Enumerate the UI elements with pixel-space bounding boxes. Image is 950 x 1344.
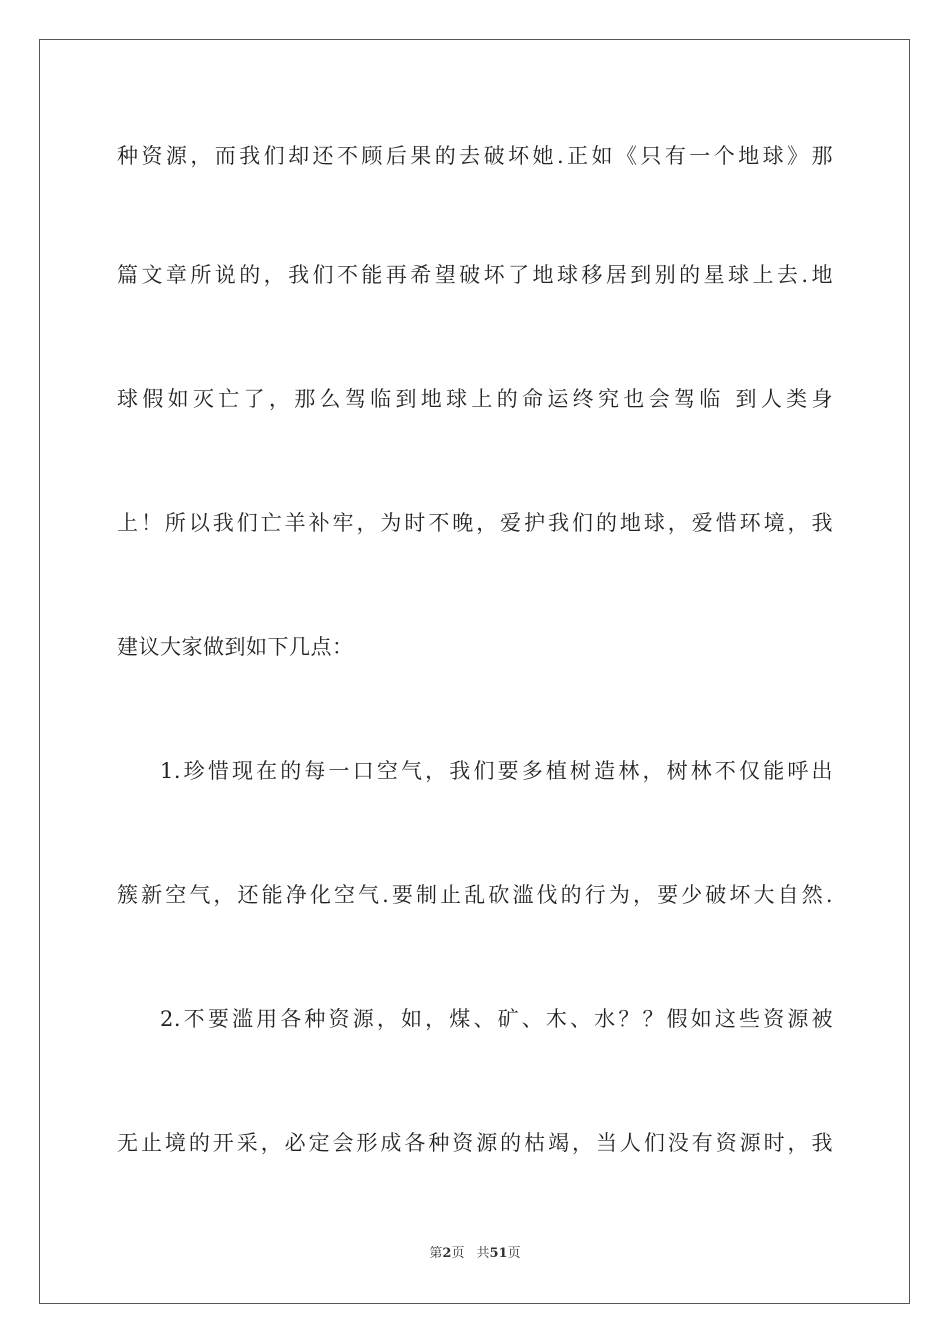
list-item-2-line-2: 无止境的开采，必定会形成各种资源的枯竭，当人们没有资源时，我 bbox=[117, 1131, 833, 1155]
paragraph-line-2: 篇文章所说的，我们不能再希望破坏了地球移居到别的星球上去.地 bbox=[117, 263, 833, 287]
page-border bbox=[39, 39, 910, 1304]
list-item-1-line-2: 簇新空气，还能净化空气.要制止乱砍滥伐的行为，要少破坏大自然. bbox=[117, 883, 833, 907]
page-label-prefix: 第 bbox=[429, 1246, 443, 1261]
total-label-prefix: 共 bbox=[476, 1246, 490, 1261]
total-pages: 51 bbox=[489, 1246, 508, 1261]
paragraph-line-5: 建议大家做到如下几点： bbox=[117, 635, 354, 659]
page-label-suffix: 页 bbox=[451, 1246, 465, 1261]
total-label-suffix: 页 bbox=[507, 1246, 521, 1261]
page-footer bbox=[0, 1246, 950, 1262]
page-number: 2 bbox=[442, 1246, 452, 1261]
list-item-1-line-1: 1.珍惜现在的每一口空气，我们要多植树造林，树林不仅能呼出 bbox=[160, 759, 833, 783]
list-item-2-line-1: 2.不要滥用各种资源，如，煤、矿、木、水？？假如这些资源被 bbox=[160, 1007, 833, 1031]
paragraph-line-1: 种资源，而我们却还不顾后果的去破坏她.正如《只有一个地球》那 bbox=[117, 144, 833, 168]
paragraph-line-3: 球假如灭亡了，那么驾临到地球上的命运终究也会驾临 到人类身 bbox=[117, 387, 833, 411]
paragraph-line-4: 上！所以我们亡羊补牢，为时不晚，爱护我们的地球，爱惜环境，我 bbox=[117, 511, 833, 535]
